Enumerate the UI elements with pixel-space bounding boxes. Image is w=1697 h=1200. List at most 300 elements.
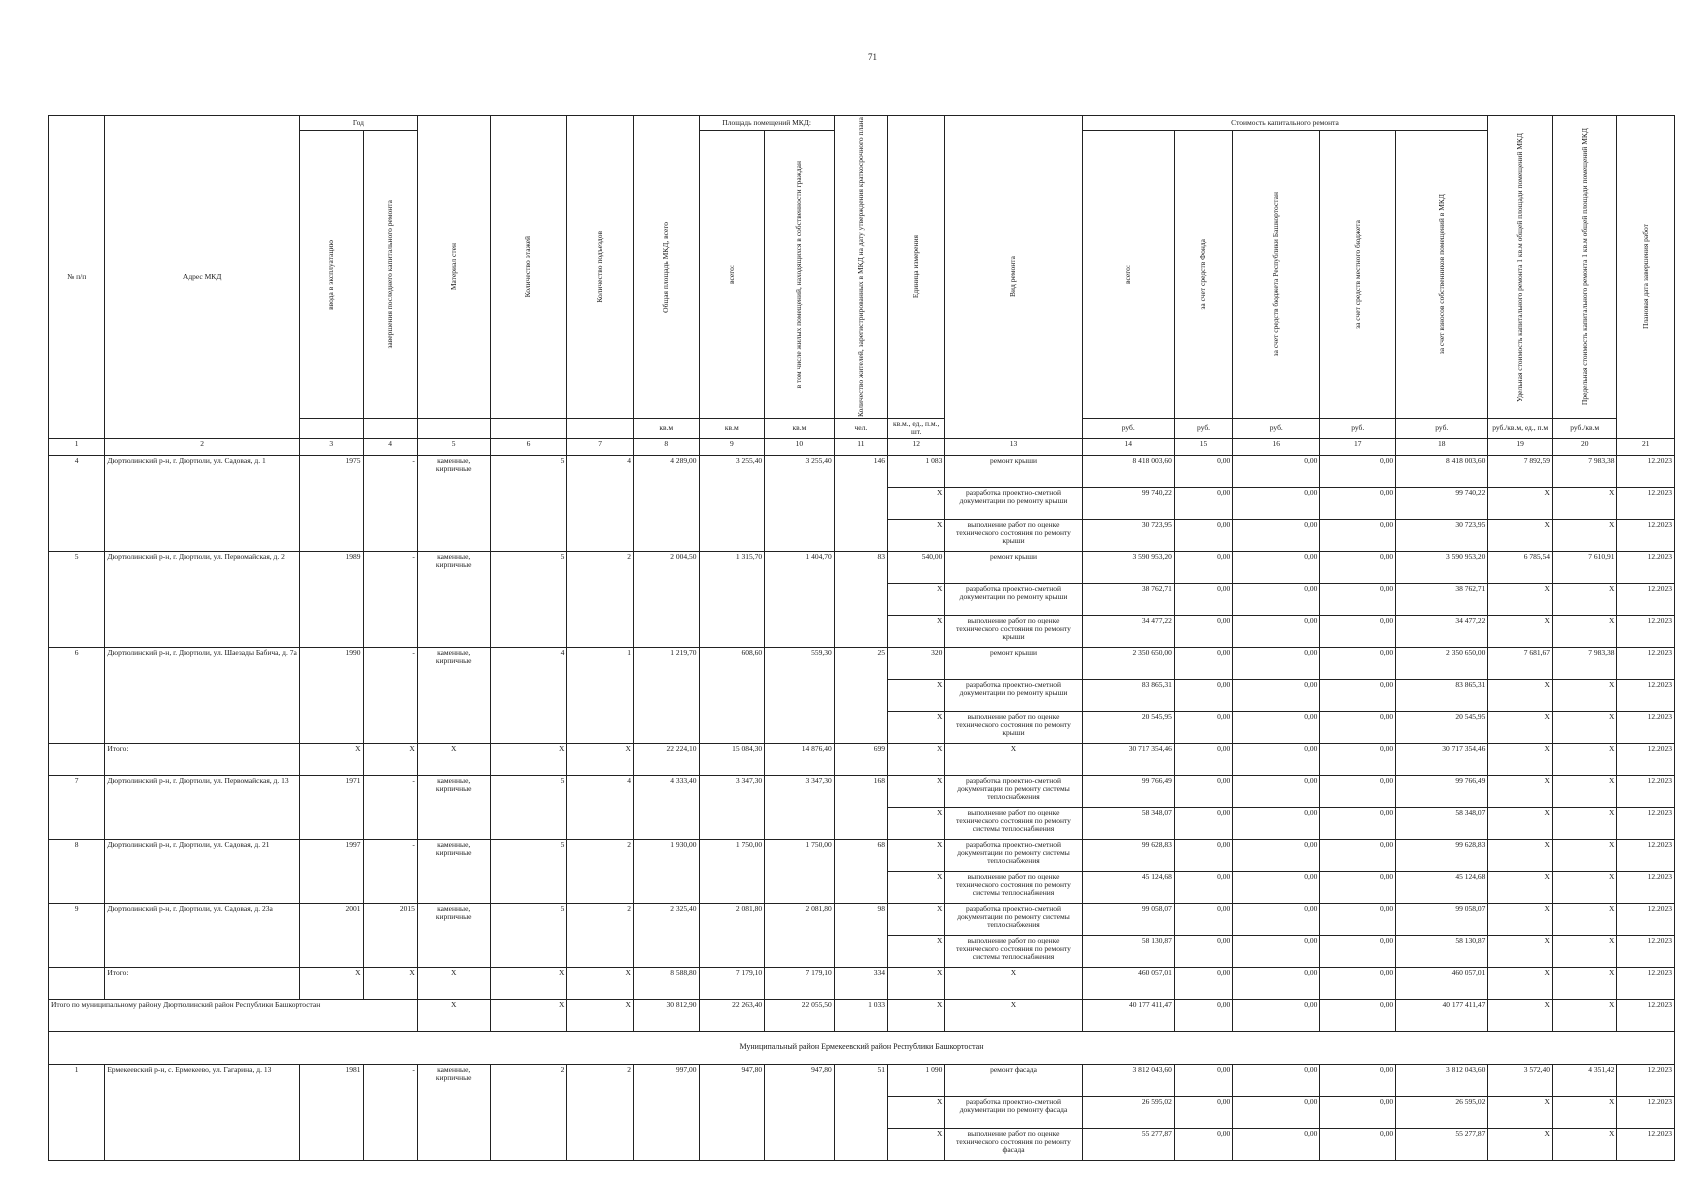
cell-c19: X (1488, 1128, 1553, 1160)
cell-c16: 0,00 (1233, 583, 1320, 615)
cell-y2: - (363, 839, 417, 903)
cell-c21: 12.2023 (1617, 1064, 1675, 1096)
cell-c17: 0,00 (1320, 1064, 1396, 1096)
cell-work: X (945, 743, 1082, 775)
cell-c19: X (1488, 903, 1553, 935)
cell-fl: X (490, 967, 567, 999)
cell-a1: 15 084,30 (699, 743, 765, 775)
cell-en: 4 (567, 455, 634, 551)
cell-en: 4 (567, 775, 634, 839)
cell-c19: X (1488, 967, 1553, 999)
cell-c19: X (1488, 775, 1553, 807)
table-header (49, 116, 1675, 456)
cell-c19: X (1488, 839, 1553, 871)
cell-c20: X (1552, 679, 1617, 711)
cell-c21: 12.2023 (1617, 679, 1675, 711)
cell-addr: Дюртюлинский р-н, г. Дюртюли, ул. Садовая, д. 21 (105, 839, 300, 903)
cell-c15: 0,00 (1174, 1096, 1232, 1128)
cell-res: 168 (834, 775, 887, 839)
cell-c19: X (1488, 519, 1553, 551)
cell-walls: каменные, кирпичные (417, 1064, 490, 1160)
cell-work: выполнение работ по оценке технического состояния по ремонту системы теплоснабжения (945, 871, 1082, 903)
cell-c18: 26 595,02 (1396, 1096, 1488, 1128)
cell-a2: 2 081,80 (765, 903, 835, 967)
table-row (49, 775, 1675, 807)
cell-res: 699 (834, 743, 887, 775)
cell-c17: 0,00 (1320, 903, 1396, 935)
cell-walls: X (417, 967, 490, 999)
cell-addr: Дюртюлинский р-н, г. Дюртюли, ул. Первомайская, д. 2 (105, 551, 300, 647)
header-limit: Предельная стоимость капитального ремонта 1 кв.м общей площади помещений МКД (1552, 116, 1617, 419)
cell-c14: 30 717 354,46 (1082, 743, 1174, 775)
column-number: 16 (1233, 438, 1320, 455)
cell-work: выполнение работ по оценке технического состояния по ремонту системы теплоснабжения (945, 807, 1082, 839)
cell-c16: 0,00 (1233, 551, 1320, 583)
column-number: 10 (765, 438, 835, 455)
cell-c15: 0,00 (1174, 583, 1232, 615)
header-num: № п/п (49, 116, 105, 439)
table-body (49, 455, 1675, 1160)
cell-c16: 0,00 (1233, 1064, 1320, 1096)
cell-c18: 3 590 953,20 (1396, 551, 1488, 583)
cell-c21: 12.2023 (1617, 807, 1675, 839)
cell-c17: 0,00 (1320, 551, 1396, 583)
cell-c21: 12.2023 (1617, 743, 1675, 775)
cell-c17: 0,00 (1320, 935, 1396, 967)
cell-unit: X (888, 871, 945, 903)
cell-c20: X (1552, 807, 1617, 839)
cell-c17: 0,00 (1320, 775, 1396, 807)
unit-area: кв.м (633, 419, 699, 439)
cell-c18: 30 723,95 (1396, 519, 1488, 551)
cell-c15: 0,00 (1174, 551, 1232, 583)
cell-c15: 0,00 (1174, 1128, 1232, 1160)
cell-a2: 3 347,30 (765, 775, 835, 839)
cell-addr: Ермекеевский р-н, с. Ермекеево, ул. Гагарина, д. 13 (105, 1064, 300, 1160)
cell-c15: 0,00 (1174, 743, 1232, 775)
cell-c21: 12.2023 (1617, 871, 1675, 903)
cell-c18: 38 762,71 (1396, 583, 1488, 615)
cell-n (49, 743, 105, 775)
cell-y1: 1989 (300, 551, 364, 647)
cell-c21: 12.2023 (1617, 487, 1675, 519)
cell-n: 8 (49, 839, 105, 903)
cell-c21: 12.2023 (1617, 935, 1675, 967)
unit-rub: руб. (1396, 419, 1488, 439)
cell-y1: 1981 (300, 1064, 364, 1160)
cell-c14: 26 595,02 (1082, 1096, 1174, 1128)
cell-addr: Дюртюлинский р-н, г. Дюртюли, ул. Первомайская, д. 13 (105, 775, 300, 839)
cell-c19: 7 681,67 (1488, 647, 1553, 679)
cell-unit: X (888, 999, 945, 1031)
header-year-built: ввода в эксплуатацию (300, 131, 364, 419)
header-residents: Количество жителей, зарегистрированных в МКД на дату утверждения краткосрочного плана (834, 116, 887, 419)
cell-en: 1 (567, 647, 634, 743)
cell-unit: X (888, 903, 945, 935)
cell-work: разработка проектно-сметной документации по ремонту фасада (945, 1096, 1082, 1128)
cell-c19: X (1488, 679, 1553, 711)
cell-y2: - (363, 455, 417, 551)
cell-c19: X (1488, 1096, 1553, 1128)
cell-a1: 608,60 (699, 647, 765, 743)
header-fund: за счет средств Фонда (1174, 131, 1232, 419)
capital-repair-table (48, 115, 1675, 1161)
unit-rub: руб. (1174, 419, 1232, 439)
cell-c16: 0,00 (1233, 1096, 1320, 1128)
cell-res: 334 (834, 967, 887, 999)
cell-c21: 12.2023 (1617, 647, 1675, 679)
column-number: 13 (945, 438, 1082, 455)
column-number: 19 (1488, 438, 1553, 455)
cell-c18: 8 418 003,60 (1396, 455, 1488, 487)
cell-ta: 4 289,00 (633, 455, 699, 551)
cell-c21: 12.2023 (1617, 583, 1675, 615)
cell-walls: каменные, кирпичные (417, 551, 490, 647)
column-number: 7 (567, 438, 634, 455)
cell-unit: X (888, 743, 945, 775)
cell-c21: 12.2023 (1617, 455, 1675, 487)
column-number: 14 (1082, 438, 1174, 455)
cell-a1: 3 255,40 (699, 455, 765, 551)
cell-c15: 0,00 (1174, 807, 1232, 839)
cell-c18: 45 124,68 (1396, 871, 1488, 903)
header-specific: Удельная стоимость капитального ремонта 1 кв.м общей площади помещений МКД (1488, 116, 1553, 419)
cell-c14: 30 723,95 (1082, 519, 1174, 551)
cell-c18: 34 477,22 (1396, 615, 1488, 647)
column-number: 8 (633, 438, 699, 455)
cell-work: выполнение работ по оценке технического состояния по ремонту крыши (945, 711, 1082, 743)
unit-area: кв.м (765, 419, 835, 439)
column-number: 5 (417, 438, 490, 455)
cell-c14: 2 350 650,00 (1082, 647, 1174, 679)
cell-c20: X (1552, 743, 1617, 775)
cell-c21: 12.2023 (1617, 711, 1675, 743)
cell-en: X (567, 743, 634, 775)
unit-rub-sq: руб./кв.м, ед., п.м (1488, 419, 1553, 439)
cell-c20: 4 351,42 (1552, 1064, 1617, 1096)
cell-c17: 0,00 (1320, 519, 1396, 551)
cell-c19: X (1488, 807, 1553, 839)
cell-ta: 4 333,40 (633, 775, 699, 839)
cell-c20: X (1552, 999, 1617, 1031)
cell-a2: 7 179,10 (765, 967, 835, 999)
cell-c19: X (1488, 871, 1553, 903)
page-number: 71 (868, 52, 877, 62)
cell-c19: X (1488, 711, 1553, 743)
header-floors: Количество этажей (490, 116, 567, 419)
cell-c20: X (1552, 967, 1617, 999)
cell-c16: 0,00 (1233, 679, 1320, 711)
cell-walls: X (417, 999, 490, 1031)
cell-n: 9 (49, 903, 105, 967)
cell-fl: 4 (490, 647, 567, 743)
cell-c16: 0,00 (1233, 711, 1320, 743)
header-rb: за счет средств бюджета Республики Башкортостан (1233, 131, 1320, 419)
cell-c18: 83 865,31 (1396, 679, 1488, 711)
cell-walls: каменные, кирпичные (417, 903, 490, 967)
column-number: 11 (834, 438, 887, 455)
cell-ta: 8 588,80 (633, 967, 699, 999)
cell-c21: 12.2023 (1617, 519, 1675, 551)
cell-addr: Дюртюлинский р-н, г. Дюртюли, ул. Садовая, д. 23а (105, 903, 300, 967)
cell-work: ремонт крыши (945, 647, 1082, 679)
cell-y2: X (363, 967, 417, 999)
cell-addr: Дюртюлинский р-н, г. Дюртюли, ул. Шаезады Бабича, д. 7а (105, 647, 300, 743)
cell-c20: X (1552, 903, 1617, 935)
cell-a1: 1 315,70 (699, 551, 765, 647)
cell-c18: 58 348,07 (1396, 807, 1488, 839)
cell-c18: 460 057,01 (1396, 967, 1488, 999)
cell-c17: 0,00 (1320, 711, 1396, 743)
cell-walls: X (417, 743, 490, 775)
column-number: 21 (1617, 438, 1675, 455)
cell-c19: X (1488, 583, 1553, 615)
cell-label: Итого по муниципальному району Дюртюлинский район Республики Башкортостан (49, 999, 418, 1031)
cell-y2: X (363, 743, 417, 775)
cell-y2: - (363, 1064, 417, 1160)
table-row (49, 647, 1675, 679)
cell-c15: 0,00 (1174, 455, 1232, 487)
header-local: за счет средств местного бюджета (1320, 131, 1396, 419)
cell-c16: 0,00 (1233, 871, 1320, 903)
cell-work: X (945, 967, 1082, 999)
cell-fl: 2 (490, 1064, 567, 1160)
cell-c17: 0,00 (1320, 839, 1396, 871)
cell-ta: 1 930,00 (633, 839, 699, 903)
cell-c18: 99 628,83 (1396, 839, 1488, 871)
cell-c17: 0,00 (1320, 999, 1396, 1031)
column-number: 12 (888, 438, 945, 455)
unit-people: чел. (834, 419, 887, 439)
cell-y1: 1990 (300, 647, 364, 743)
cell-c19: X (1488, 935, 1553, 967)
cell-unit: 320 (888, 647, 945, 679)
cell-c16: 0,00 (1233, 967, 1320, 999)
cell-c17: 0,00 (1320, 679, 1396, 711)
column-number: 6 (490, 438, 567, 455)
cell-c14: 99 766,49 (1082, 775, 1174, 807)
cell-c14: 38 762,71 (1082, 583, 1174, 615)
cell-c16: 0,00 (1233, 455, 1320, 487)
cell-c17: 0,00 (1320, 871, 1396, 903)
cell-fl: 5 (490, 551, 567, 647)
cell-c20: X (1552, 1096, 1617, 1128)
cell-work: разработка проектно-сметной документации по ремонту крыши (945, 679, 1082, 711)
cell-c16: 0,00 (1233, 839, 1320, 871)
cell-c15: 0,00 (1174, 679, 1232, 711)
cell-n: 7 (49, 775, 105, 839)
cell-c15: 0,00 (1174, 839, 1232, 871)
cell-c14: 20 545,95 (1082, 711, 1174, 743)
cell-unit: X (888, 615, 945, 647)
cell-en: 2 (567, 839, 634, 903)
cell-res: 98 (834, 903, 887, 967)
header-walls: Материал стен (417, 116, 490, 419)
cell-c15: 0,00 (1174, 903, 1232, 935)
header-area-all: всего: (699, 131, 765, 419)
cell-res: 146 (834, 455, 887, 551)
cell-unit: X (888, 1128, 945, 1160)
table-row (49, 551, 1675, 583)
cell-work: выполнение работ по оценке технического состояния по ремонту фасада (945, 1128, 1082, 1160)
cell-ta: 22 224,10 (633, 743, 699, 775)
cell-n: 4 (49, 455, 105, 551)
column-number: 15 (1174, 438, 1232, 455)
table-row (49, 1064, 1675, 1096)
cell-en: 2 (567, 551, 634, 647)
cell-c20: 7 983,38 (1552, 647, 1617, 679)
cell-c20: X (1552, 711, 1617, 743)
cell-work: ремонт крыши (945, 551, 1082, 583)
header-cost-total: всего: (1082, 131, 1174, 419)
cell-unit: X (888, 711, 945, 743)
cell-c16: 0,00 (1233, 615, 1320, 647)
header-group-cost: Стоимость капитального ремонта (1082, 116, 1488, 131)
cell-fl: 5 (490, 839, 567, 903)
cell-c17: 0,00 (1320, 583, 1396, 615)
cell-addr: Итого: (105, 743, 300, 775)
cell-y1: 1997 (300, 839, 364, 903)
header-work: Вид ремонта (945, 116, 1082, 439)
cell-y2: 2015 (363, 903, 417, 967)
cell-c15: 0,00 (1174, 615, 1232, 647)
cell-unit: 540,00 (888, 551, 945, 583)
cell-c20: X (1552, 871, 1617, 903)
column-number: 1 (49, 438, 105, 455)
cell-unit: X (888, 1096, 945, 1128)
cell-unit: X (888, 519, 945, 551)
cell-a2: 14 876,40 (765, 743, 835, 775)
table-row (49, 839, 1675, 871)
cell-c21: 12.2023 (1617, 775, 1675, 807)
cell-c18: 20 545,95 (1396, 711, 1488, 743)
cell-unit: X (888, 487, 945, 519)
cell-walls: каменные, кирпичные (417, 775, 490, 839)
cell-c18: 30 717 354,46 (1396, 743, 1488, 775)
cell-res: 68 (834, 839, 887, 903)
cell-c20: X (1552, 583, 1617, 615)
cell-a1: 947,80 (699, 1064, 765, 1160)
cell-c16: 0,00 (1233, 647, 1320, 679)
cell-c18: 99 058,07 (1396, 903, 1488, 935)
cell-ta: 2 004,50 (633, 551, 699, 647)
cell-c20: X (1552, 839, 1617, 871)
cell-c15: 0,00 (1174, 487, 1232, 519)
cell-walls: каменные, кирпичные (417, 455, 490, 551)
cell-c16: 0,00 (1233, 903, 1320, 935)
cell-c21: 12.2023 (1617, 839, 1675, 871)
cell-work: выполнение работ по оценке технического состояния по ремонту крыши (945, 615, 1082, 647)
cell-a1: 2 081,80 (699, 903, 765, 967)
cell-n: 6 (49, 647, 105, 743)
column-number: 2 (105, 438, 300, 455)
cell-y1: 2001 (300, 903, 364, 967)
cell-c21: 12.2023 (1617, 967, 1675, 999)
cell-c20: X (1552, 487, 1617, 519)
cell-y1: 1975 (300, 455, 364, 551)
column-number: 3 (300, 438, 364, 455)
cell-unit: X (888, 935, 945, 967)
unit-rub: руб. (1320, 419, 1396, 439)
unit-rub: руб. (1082, 419, 1174, 439)
cell-work: разработка проектно-сметной документации по ремонту системы теплоснабжения (945, 839, 1082, 871)
cell-c19: X (1488, 487, 1553, 519)
cell-c17: 0,00 (1320, 743, 1396, 775)
cell-unit: X (888, 583, 945, 615)
cell-unit: X (888, 839, 945, 871)
column-number-row (49, 438, 1675, 455)
cell-c14: 83 865,31 (1082, 679, 1174, 711)
unit-rub: руб. (1233, 419, 1320, 439)
cell-c16: 0,00 (1233, 807, 1320, 839)
cell-res: 25 (834, 647, 887, 743)
cell-unit: 1 083 (888, 455, 945, 487)
cell-ta: 1 219,70 (633, 647, 699, 743)
header-address: Адрес МКД (105, 116, 300, 439)
cell-addr: Дюртюлинский р-н, г. Дюртюли, ул. Садовая, д. 1 (105, 455, 300, 551)
cell-c14: 58 348,07 (1082, 807, 1174, 839)
cell-ta: 30 812,90 (633, 999, 699, 1031)
cell-c17: 0,00 (1320, 1128, 1396, 1160)
cell-res: 1 033 (834, 999, 887, 1031)
section-title: Муниципальный район Ермекеевский район Республики Башкортостан (49, 1031, 1675, 1064)
cell-c19: X (1488, 743, 1553, 775)
cell-a2: 947,80 (765, 1064, 835, 1160)
table-row (49, 999, 1675, 1031)
cell-c16: 0,00 (1233, 999, 1320, 1031)
cell-c18: 2 350 650,00 (1396, 647, 1488, 679)
section-row (49, 1031, 1675, 1064)
unit-area: кв.м (699, 419, 765, 439)
cell-unit: X (888, 679, 945, 711)
cell-n: 5 (49, 551, 105, 647)
cell-c17: 0,00 (1320, 647, 1396, 679)
cell-c16: 0,00 (1233, 775, 1320, 807)
cell-a1: 3 347,30 (699, 775, 765, 839)
cell-c14: 58 130,87 (1082, 935, 1174, 967)
cell-work: разработка проектно-сметной документации по ремонту системы теплоснабжения (945, 903, 1082, 935)
cell-c15: 0,00 (1174, 871, 1232, 903)
cell-c14: 45 124,68 (1082, 871, 1174, 903)
cell-c14: 99 628,83 (1082, 839, 1174, 871)
column-number: 18 (1396, 438, 1488, 455)
cell-c15: 0,00 (1174, 999, 1232, 1031)
cell-c21: 12.2023 (1617, 999, 1675, 1031)
cell-unit: X (888, 775, 945, 807)
cell-a2: 1 750,00 (765, 839, 835, 903)
header-owners: за счет взносов собственников помещений в МКД (1396, 131, 1488, 419)
header-year-repair: завершения последнего капитального ремонта (363, 131, 417, 419)
cell-c14: 55 277,87 (1082, 1128, 1174, 1160)
cell-fl: X (490, 999, 567, 1031)
cell-c15: 0,00 (1174, 775, 1232, 807)
cell-c15: 0,00 (1174, 711, 1232, 743)
column-number: 9 (699, 438, 765, 455)
cell-c14: 99 058,07 (1082, 903, 1174, 935)
header-group-year: Год (300, 116, 418, 131)
cell-c18: 99 740,22 (1396, 487, 1488, 519)
cell-n: 1 (49, 1064, 105, 1160)
cell-y1: X (300, 743, 364, 775)
cell-c19: X (1488, 999, 1553, 1031)
cell-y2: - (363, 775, 417, 839)
table-row (49, 455, 1675, 487)
cell-a2: 22 055,50 (765, 999, 835, 1031)
cell-c19: 7 892,59 (1488, 455, 1553, 487)
cell-work: выполнение работ по оценке технического состояния по ремонту системы теплоснабжения (945, 935, 1082, 967)
cell-walls: каменные, кирпичные (417, 647, 490, 743)
cell-work: X (945, 999, 1082, 1031)
